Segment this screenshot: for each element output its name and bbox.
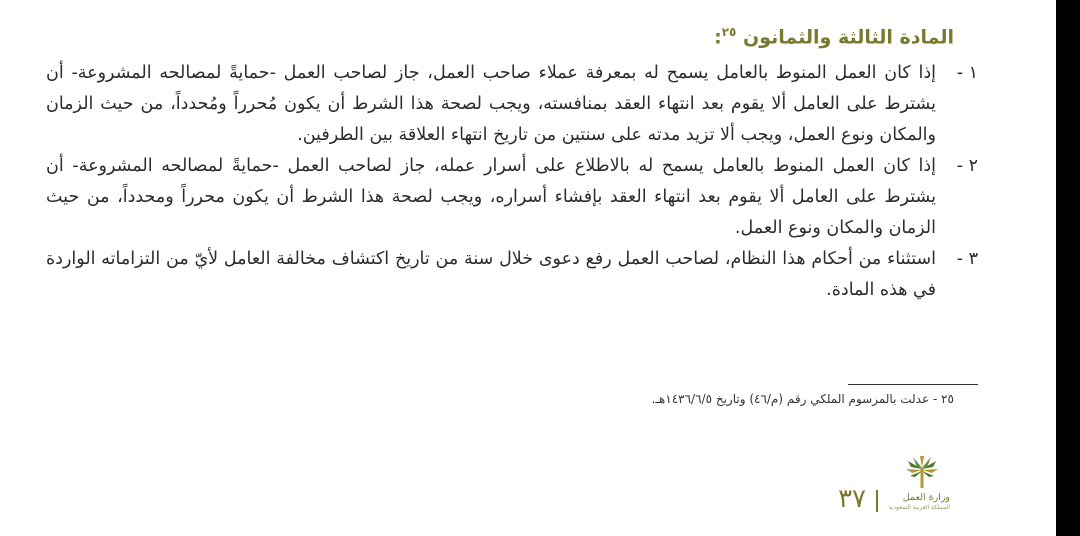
footnote: ٢٥ - عدلت بالمرسوم الملكي رقم (م/٤٦) وتاريخ ١٤٣٦/٦/٥هـ.: [651, 392, 954, 406]
palm-tree-icon: [904, 456, 940, 490]
footnote-divider: [848, 384, 978, 385]
page-footer: [786, 456, 956, 516]
article-title-text: المادة الثالثة والثمانون: [742, 26, 954, 49]
clause-number: ٢ -: [956, 156, 978, 176]
footnote-reference: ٢٥: [721, 25, 737, 39]
clause-text: إذا كان العمل المنوط بالعامل يسمح له بمعرفة عملاء صاحب العمل، جاز لصاحب العمل -حمايةً لمصالحه المشروعة- أن يشترط على العامل ألا يقوم بعد انتهاء العقد بمنافسته، ويجب لصحة هذا الشرط أن يكون مُحرراً ومُحدداً، من حيث الزمان والمكان ونوع العمل، ويجب ألا تزيد مدته على سنتين من تاريخ انتهاء العلاقة بين الطرفين.: [46, 63, 936, 145]
clause-item: [46, 244, 978, 306]
footer-divider: [876, 490, 878, 512]
clause-item: [46, 151, 978, 244]
clause-text: استثناء من أحكام هذا النظام، لصاحب العمل رفع دعوى خلال سنة من تاريخ اكتشاف مخالفة العامل لأيّ من التزاماته الواردة في هذه المادة.: [46, 249, 936, 300]
clause-number: ٣ -: [956, 249, 978, 269]
page-number: ٣٧: [838, 484, 866, 514]
ministry-logo: [888, 456, 956, 516]
clause-text: إذا كان العمل المنوط بالعامل يسمح له بالاطلاع على أسرار عمله، جاز لصاحب العمل -حمايةً لمصالحه المشروعة- أن يشترط على العامل ألا يقوم بعد انتهاء العقد بإفشاء أسراره، ويجب لصحة هذا الشرط أن يكون محرراً ومحدداً، من حيث الزمان والمكان ونوع العمل.: [46, 156, 936, 238]
article-title: [714, 25, 954, 48]
article-title-colon: :: [714, 26, 722, 49]
clause-number: ١ -: [956, 63, 978, 83]
ministry-name: وزارة العمل: [902, 492, 950, 503]
article-clauses: [46, 58, 978, 306]
ministry-subtitle: المملكة العربية السعودية: [888, 504, 950, 511]
clause-item: [46, 58, 978, 151]
right-edge-strip: [1056, 0, 1080, 536]
